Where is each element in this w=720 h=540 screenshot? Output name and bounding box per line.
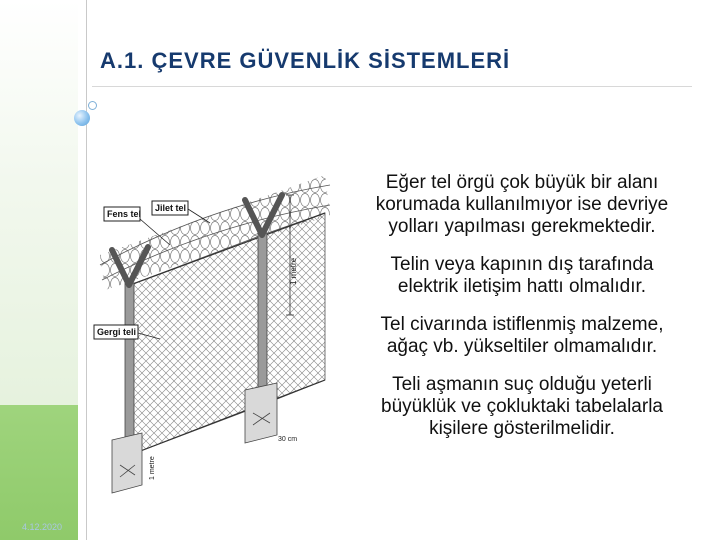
- post-base-left: [112, 433, 142, 493]
- vertical-divider: [86, 0, 87, 540]
- post-base-right: [245, 383, 277, 443]
- decorative-dot-large: [74, 110, 90, 126]
- bullet-item: Telin veya kapının dış tarafında elektrik iletişim hattı olmalıdır.: [390, 254, 654, 297]
- bullet-item: Tel civarında istiflenmiş malzeme, ağaç vb. yükseltiler olmamalıdır.: [380, 314, 664, 357]
- side-bar-bottom: [0, 405, 78, 540]
- base-size-label-right: 30 cm: [278, 436, 298, 443]
- fence-illustration: [90, 165, 338, 497]
- height-mark-label: 1 metre: [289, 257, 298, 285]
- label-fence-wire: Fens tel: [107, 209, 142, 219]
- bullet-item: Teli aşmanın suç olduğu yeterli büyüklük ve çokluktaki tabelalarla kişilere gösterilmelidir.: [381, 374, 663, 439]
- slide-date: 4.12.2020: [22, 522, 63, 532]
- bullet-item: Eğer tel örgü çok büyük bir alanı korumada kullanılmıyor ise devriye yolları yapılması gerekmektedir.: [375, 172, 669, 237]
- decorative-dot-small: [88, 101, 97, 110]
- fence-post-right: [258, 233, 267, 408]
- chain-link-mesh-far: [262, 213, 325, 405]
- side-bar: [0, 0, 78, 540]
- label-tension-wire: Gergi teli: [97, 327, 137, 337]
- title-underline: [92, 86, 692, 87]
- fence-post-left: [125, 283, 134, 458]
- side-bar-top: [0, 0, 78, 405]
- label-razor-wire: Jilet tel: [155, 203, 187, 213]
- slide-title: A.1. ÇEVRE GÜVENLİK SİSTEMLERİ: [100, 48, 511, 73]
- depth-mark-label: 1 metre: [149, 456, 156, 480]
- bullet-list: [342, 172, 702, 456]
